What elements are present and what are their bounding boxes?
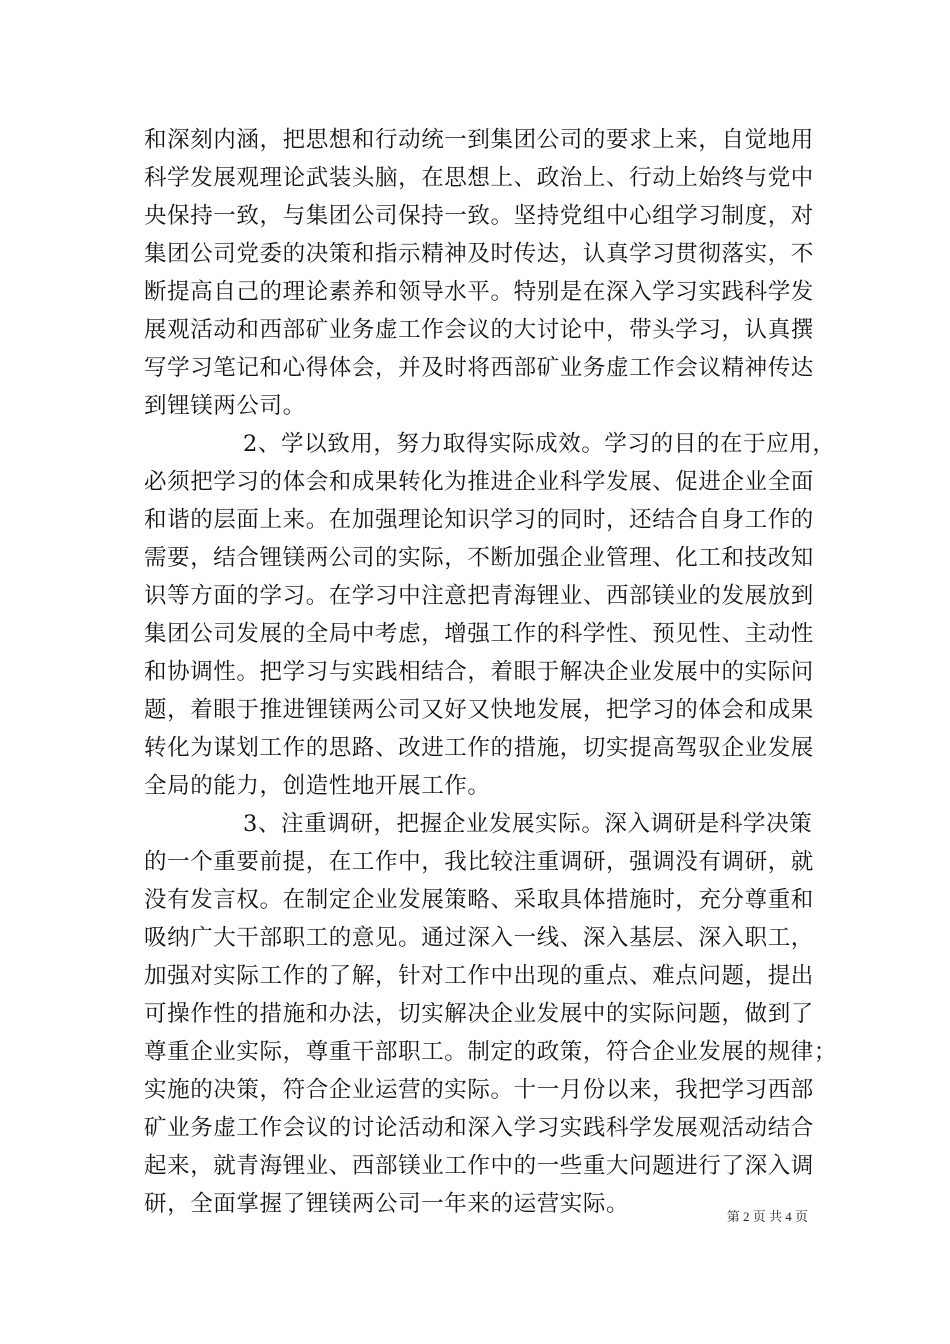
text-line: 和深刻内涵，把思想和行动统一到集团公司的要求上来，自觉地用: [144, 127, 814, 153]
text-line: 尊重企业实际，尊重干部职工。制定的政策，符合企业发展的规律；: [144, 1039, 838, 1065]
text-line: 央保持一致，与集团公司保持一致。坚持党组中心组学习制度，对: [144, 203, 814, 229]
text-line: 没有发言权。在制定企业发展策略、采取具体措施时，充分尊重和: [144, 887, 814, 913]
text-line: 需要，结合锂镁两公司的实际，不断加强企业管理、化工和技改知: [144, 545, 814, 571]
text-line: 研，全面掌握了锂镁两公司一年来的运营实际。: [144, 1191, 630, 1217]
paragraph-heading-3: 3、注重调研，把握企业发展实际。深入调研是科学决策: [243, 811, 813, 837]
text-line: 识等方面的学习。在学习中注意把青海锂业、西部镁业的发展放到: [144, 583, 814, 609]
text-line: 集团公司党委的决策和指示精神及时传达，认真学习贯彻落实，不: [144, 241, 814, 267]
text-line: 必须把学习的体会和成果转化为推进企业科学发展、促进企业全面: [144, 469, 814, 495]
text-line: 全局的能力，创造性地开展工作。: [144, 773, 491, 799]
text-line: 转化为谋划工作的思路、改进工作的措施，切实提高驾驭企业发展: [144, 735, 814, 761]
text-line: 和协调性。把学习与实践相结合，着眼于解决企业发展中的实际问: [144, 659, 814, 685]
text-line: 和谐的层面上来。在加强理论知识学习的同时，还结合自身工作的: [144, 507, 814, 533]
text-line: 题，着眼于推进锂镁两公司又好又快地发展，把学习的体会和成果: [144, 697, 814, 723]
text-line: 到锂镁两公司。: [144, 393, 306, 419]
text-line: 吸纳广大干部职工的意见。通过深入一线、深入基层、深入职工，: [144, 925, 814, 951]
text-line: 加强对实际工作的了解，针对工作中出现的重点、难点问题，提出: [144, 963, 814, 989]
text-line: 断提高自己的理论素养和领导水平。特别是在深入学习实践科学发: [144, 279, 814, 305]
text-line: 矿业务虚工作会议的讨论活动和深入学习实践科学发展观活动结合: [144, 1115, 814, 1141]
text-line: 集团公司发展的全局中考虑，增强工作的科学性、预见性、主动性: [144, 621, 814, 647]
page-number: 第 2 页 共 4 页: [726, 1209, 808, 1224]
text-line: 实施的决策，符合企业运营的实际。十一月份以来，我把学习西部: [144, 1077, 814, 1103]
text-line: 科学发展观理论武装头脑，在思想上、政治上、行动上始终与党中: [144, 165, 814, 191]
text-line: 可操作性的措施和办法，切实解决企业发展中的实际问题，做到了: [144, 1001, 814, 1027]
text-line: 展观活动和西部矿业务虚工作会议的大讨论中，带头学习，认真撰: [144, 317, 814, 343]
text-line: 的一个重要前提，在工作中，我比较注重调研，强调没有调研，就: [144, 849, 814, 875]
paragraph-heading-2: 2、学以致用，努力取得实际成效。学习的目的在于应用，: [243, 431, 836, 457]
text-line: 写学习笔记和心得体会，并及时将西部矿业务虚工作会议精神传达: [144, 355, 814, 381]
text-line: 起来，就青海锂业、西部镁业工作中的一些重大问题进行了深入调: [144, 1153, 814, 1179]
